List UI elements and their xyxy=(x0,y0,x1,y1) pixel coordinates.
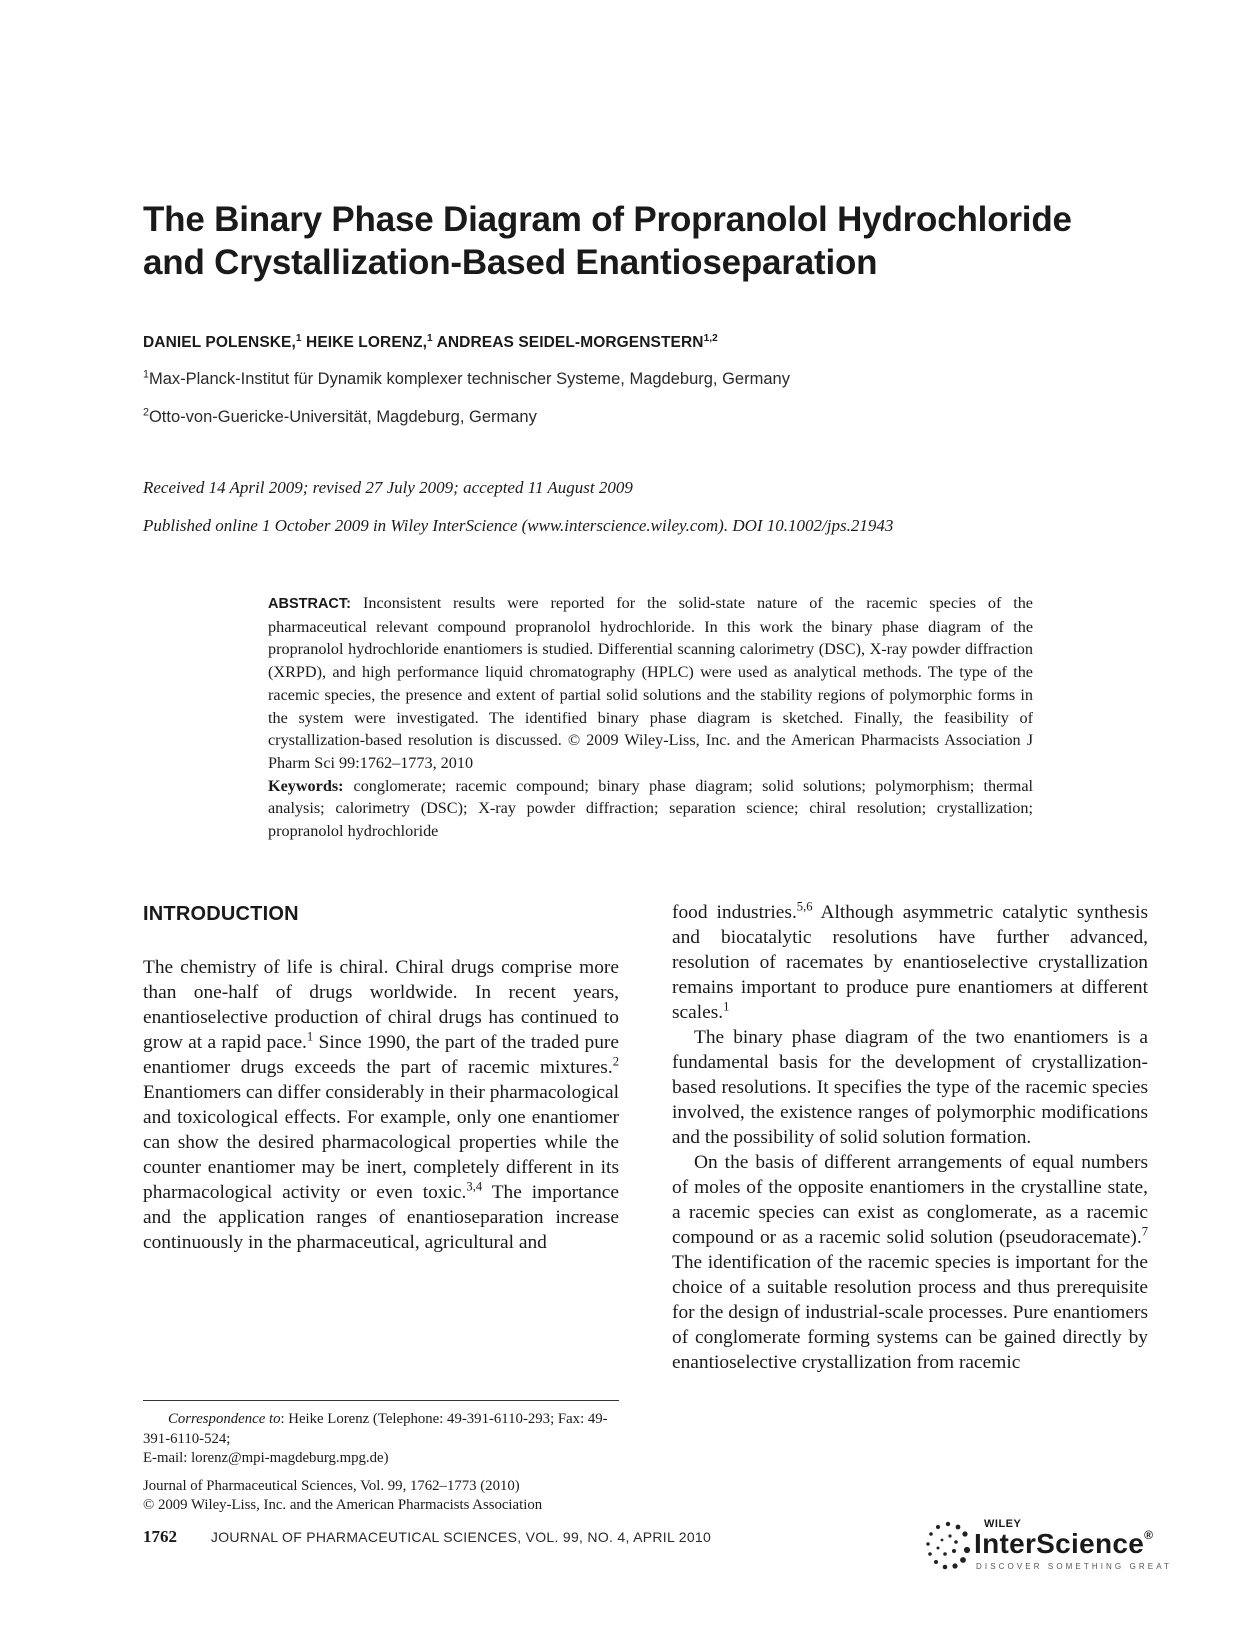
affiliation-text: Max-Planck-Institut für Dynamik komplexer technischer Systeme, Magdeburg, Germany xyxy=(148,370,790,388)
correspondence-email: E-mail: lorenz@mpi-magdeburg.mpg.de) xyxy=(143,1450,389,1466)
logo-tagline: DISCOVER SOMETHING GREAT xyxy=(976,1562,1173,1571)
author-affiliation-ref: 1 xyxy=(295,332,302,344)
publication-info: Published online 1 October 2009 in Wiley InterScience (www.interscience.wiley.com). DOI 10.1002/jps.21943 xyxy=(143,516,894,535)
keywords-paragraph xyxy=(268,775,1033,843)
wiley-wordmark: WILEY xyxy=(984,1518,1022,1530)
footnote-divider xyxy=(143,1400,619,1401)
footnote-block xyxy=(143,1410,619,1516)
correspondence-label: Correspondence to xyxy=(168,1411,281,1427)
author-name: ANDREAS SEIDEL-MORGENSTERN xyxy=(436,334,704,351)
body-text: Since 1990, the part of the traded pure enantiomer drugs exceeds the part of racemic mixtures. xyxy=(143,1032,619,1078)
author-name: HEIKE LORENZ, xyxy=(306,334,428,351)
intro-paragraph-continued xyxy=(672,900,1148,1025)
author-name: DANIEL POLENSKE, xyxy=(143,334,296,351)
wiley-interscience-logo xyxy=(920,1518,1173,1574)
affiliation-marker: 2 xyxy=(143,406,149,419)
affiliation-marker: 1 xyxy=(143,368,149,381)
abstract-text: Inconsistent results were reported for the solid-state nature of the racemic species of the pharmaceutical relevant compound propranolol hydrochloride. In this work the binary phase diagram of the propranolol hydrochloride enantiomers is studied. Differential scanning calorimetry (DSC), X-ray powder diffraction (XRPD), and high performance liquid chromatography (HPLC) were used as analytical methods. The type of the racemic species, the presence and extent of partial solid solutions and the stability regions of polymorphic forms in the system were investigated. The identified binary phase diagram is sketched. Finally, the feasibility of crystallization-based resolution is discussed. © 2009 Wiley-Liss, Inc. and the American Pharmacists Association J Pharm Sci 99:1762–1773, 2010 xyxy=(268,594,1033,772)
body-text: The chemistry of life is chiral. Chiral drugs comprise more than one-half of drugs worldwide. In recent years, enantioselective production of chiral drugs has continued to grow at a rapid pace. xyxy=(143,957,619,1053)
affiliation-1 xyxy=(143,370,790,389)
citation-ref: 2 xyxy=(612,1054,619,1069)
citation-ref: 3,4 xyxy=(466,1179,483,1194)
intro-paragraph-1 xyxy=(143,955,619,1255)
citation-ref: 1 xyxy=(306,1029,314,1044)
citation-ref: 1 xyxy=(723,999,730,1014)
author-affiliation-ref: 1 xyxy=(427,332,433,344)
body-text: Although asymmetric catalytic synthesis and biocatalytic resolutions have further advanced, resolution of racemates by enantioselective crystallization remains important to produce pure enantiomers at different scales. xyxy=(672,902,1148,1023)
intro-paragraph-3 xyxy=(672,1150,1148,1375)
intro-paragraph-2: The binary phase diagram of the two enantiomers is a fundamental basis for the development of crystallization-based resolutions. It specifies the type of the racemic species involved, the existence ranges of polymorphic modifications and the possibility of solid solution formation. xyxy=(672,1027,1148,1148)
abstract-paragraph xyxy=(268,592,1033,775)
registered-mark: ® xyxy=(1144,1528,1154,1542)
affiliation-2 xyxy=(143,408,537,427)
copyright-note: © 2009 Wiley-Liss, Inc. and the American Pharmacists Association xyxy=(143,1497,543,1513)
journal-citation: Journal of Pharmaceutical Sciences, Vol. 99, 1762–1773 (2010) xyxy=(143,1477,520,1494)
interscience-swirl-icon xyxy=(920,1518,976,1574)
body-text: On the basis of different arrangements of equal numbers of moles of the opposite enantiomers in the crystalline state, a racemic species can exist as conglomerate, as a racemic compound or as a racemic solid solution (pseudoracemate). xyxy=(672,1152,1148,1248)
author-list xyxy=(143,334,718,352)
page-number: 1762 xyxy=(143,1527,177,1546)
body-text: food industries. xyxy=(672,902,797,923)
correspondence-text: : Heike Lorenz (Telephone: 49-391-6110-293; Fax: 49-391-6110-524; xyxy=(143,1411,608,1447)
author-affiliation-ref: 1,2 xyxy=(703,332,718,344)
abstract-label: ABSTRACT: xyxy=(268,596,351,612)
section-heading-introduction: INTRODUCTION xyxy=(143,903,299,925)
left-column xyxy=(143,902,619,1255)
keywords-text: conglomerate; racemic compound; binary phase diagram; solid solutions; polymorphism; thermal analysis; calorimetry (DSC); X-ray powder diffraction; separation science; chiral resolution; crystallization; propranolol hydrochloride xyxy=(268,776,1033,841)
citation-ref: 7 xyxy=(1141,1224,1148,1239)
brand-text: InterScience xyxy=(974,1528,1145,1559)
paper-title: The Binary Phase Diagram of Propranolol Hydrochloride and Crystallization-Based Enantioseparation xyxy=(143,200,1072,282)
correspondence-note xyxy=(143,1410,619,1449)
journal-running-footer: JOURNAL OF PHARMACEUTICAL SCIENCES, VOL. 99, NO. 4, APRIL 2010 xyxy=(210,1529,712,1545)
keywords-label: Keywords: xyxy=(268,776,344,795)
body-text: The importance and the application ranges of enantioseparation increase continuously in the pharmaceutical, agricultural and xyxy=(143,1182,619,1253)
page-footer xyxy=(143,1527,711,1547)
affiliation-text: Otto-von-Guericke-Universität, Magdeburg, Germany xyxy=(148,408,537,426)
interscience-wordmark xyxy=(974,1528,1153,1560)
received-dates: Received 14 April 2009; revised 27 July 2009; accepted 11 August 2009 xyxy=(143,478,633,497)
body-text: Enantiomers can differ considerably in their pharmacological and toxicological effects. For example, only one enantiomer can show the desired pharmacological properties while the counter enantiomer may be inert, completely different in its pharmacological activity or even toxic. xyxy=(143,1082,619,1203)
right-column xyxy=(672,900,1148,1375)
citation-ref: 5,6 xyxy=(796,899,813,914)
body-text: The identification of the racemic species is important for the choice of a suitable resolution process and thus prerequisite for the design of industrial-scale processes. Pure enantiomers of conglomerate forming systems can be gained directly by enantioselective crystallization from racemic xyxy=(672,1252,1148,1373)
abstract-block xyxy=(268,592,1033,843)
